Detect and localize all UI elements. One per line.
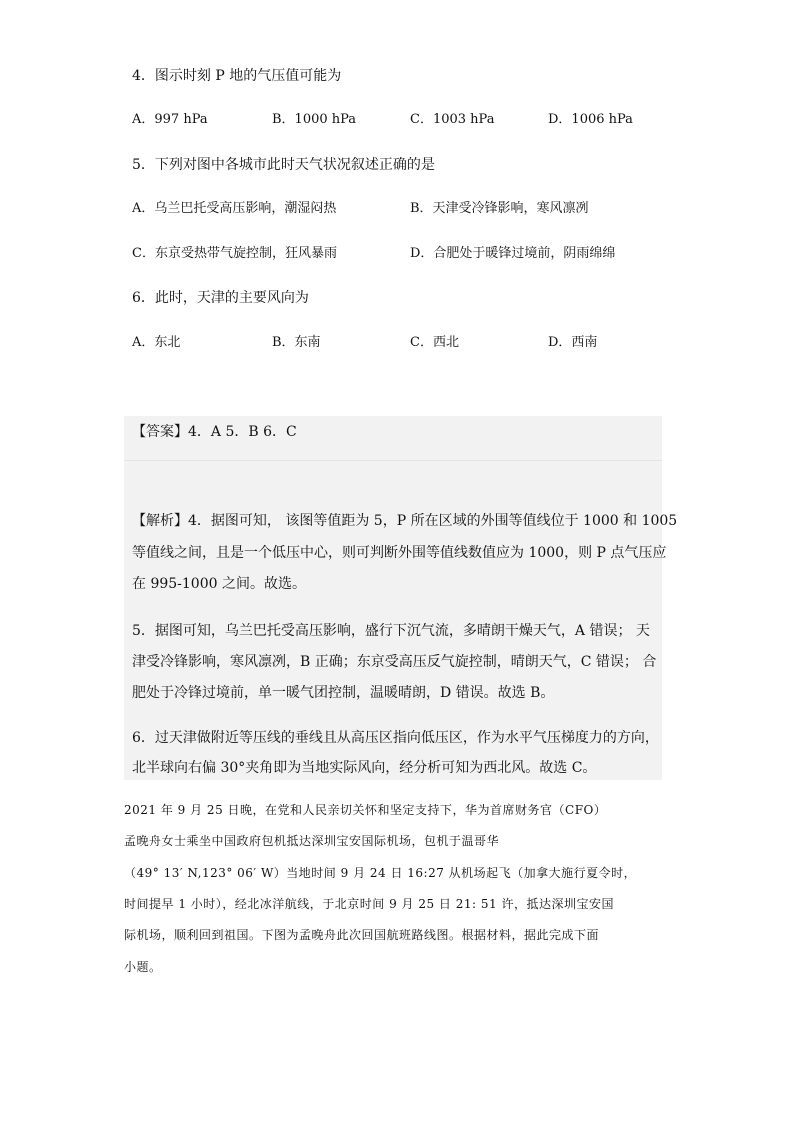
analysis-p1-line2: 等值线之间，且是一个低压中心，则可判断外围等值线数值应为 1000，则 P 点气压应 — [132, 545, 667, 561]
question-5-option-b: B．天津受冷锋影响，寒风凛冽 — [410, 201, 589, 216]
passage-line-3: （49° 13′ N,123° 06′ W）当地时间 9 月 24 日 16:27 从机场起飞（加拿大施行夏令时， — [124, 866, 637, 880]
passage-line-6: 小题。 — [124, 960, 162, 974]
analysis-p2-line1: 5．据图可知，乌兰巴托受高压影响，盛行下沉气流，多晴朗干燥天气，A 错误； 天 — [132, 623, 650, 639]
question-5-option-a: A．乌兰巴托受高压影响，潮湿闷热 — [132, 201, 337, 216]
analysis-p3-line2: 北半球向右偏 30°夹角即为当地实际风向，经分析可知为西北风。故选 C。 — [132, 760, 597, 776]
question-6-option-a: A．东北 — [132, 335, 181, 350]
question-4-option-c: C．1003 hPa — [410, 112, 495, 127]
question-5-option-c: C．东京受热带气旋控制，狂风暴雨 — [132, 246, 337, 261]
analysis-p3-line1: 6．过天津做附近等压线的垂线且从高压区指向低压区，作为水平气压梯度力的方向， — [132, 730, 659, 746]
question-6-option-c: C．西北 — [410, 335, 459, 350]
passage-line-4: 时间提早 1 小时），经北冰洋航线，于北京时间 9 月 25 日 21: 51 许，抵达深圳宝安国 — [124, 897, 614, 911]
analysis-p1-line1: 【解析】4．据图可知， 该图等值距为 5，P 所在区域的外围等值线位于 1000 和 1005 — [132, 513, 678, 529]
passage-line-5: 际机场，顺利回到祖国。下图为孟晚舟此次回国航班路线图。根据材料，据此完成下面 — [124, 928, 600, 942]
answer-analysis-box — [124, 416, 678, 780]
question-4-stem: 4．图示时刻 P 地的气压值可能为 — [132, 68, 342, 84]
question-5-option-d: D．合肥处于暖锋过境前，阴雨绵绵 — [410, 246, 616, 261]
question-6-option-b: B．东南 — [272, 335, 321, 350]
answer-divider — [124, 460, 662, 461]
passage-line-2: 孟晚舟女士乘坐中国政府包机抵达深圳宝安国际机场，包机于温哥华 — [124, 834, 500, 848]
question-6-stem: 6．此时，天津的主要风向为 — [132, 290, 309, 306]
analysis-p2-line3: 肥处于冷锋过境前，单一暖气团控制，温暖晴朗，D 错误。故选 B。 — [132, 685, 555, 701]
analysis-p2-line2: 津受冷锋影响，寒风凛冽，B 正确；东京受高压反气旋控制，晴朗天气，C 错误； 合 — [132, 654, 657, 670]
question-6-option-d: D．西南 — [548, 335, 598, 350]
question-4-option-a: A．997 hPa — [132, 112, 208, 127]
question-4-option-d: D．1006 hPa — [548, 112, 633, 127]
analysis-p1-line3: 在 995-1000 之间。故选。 — [132, 576, 306, 592]
question-4-option-b: B．1000 hPa — [272, 112, 357, 127]
answer-line: 【答案】4．A 5．B 6．C — [132, 424, 297, 440]
passage-line-1: 2021 年 9 月 25 日晚，在党和人民亲切关怀和坚定支持下，华为首席财务官（CFO） — [124, 803, 607, 817]
question-5-stem: 5．下列对图中各城市此时天气状况叙述正确的是 — [132, 157, 435, 173]
